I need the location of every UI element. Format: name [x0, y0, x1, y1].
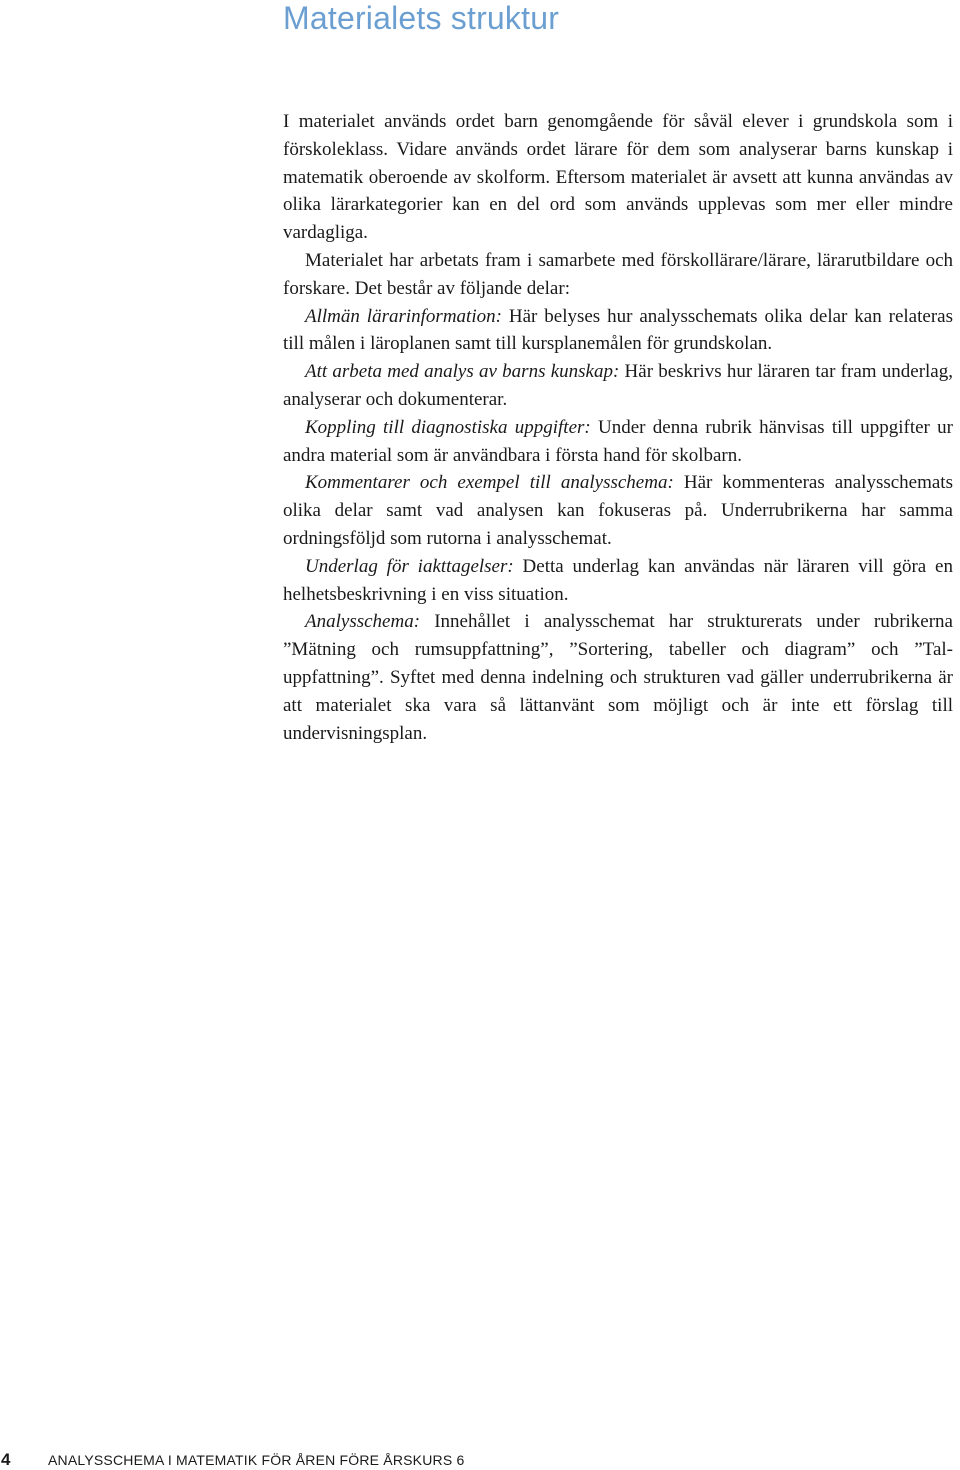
part-text: Detta underlag kan användas när läraren vill göra en helhetsbeskrivning i en viss situation.: [283, 555, 953, 605]
part-text: Här beskrivs hur läraren tar fram underlag, analyserar och dokumenterar.: [283, 361, 953, 410]
part-general-info: [283, 303, 953, 359]
part-comments-examples: [283, 469, 953, 552]
part-lead: Kommentarer och exempel till analysschema:: [305, 472, 674, 494]
paragraph-parts-intro: [283, 247, 953, 303]
part-analysis-schema: [283, 608, 953, 747]
paragraph-text: I materialet används ordet barn genomgående för såväl elever i grundskola som i förskoleklass. Vidare används ordet lärare för dem som analyserar barns kunskap i matematik oberoende av skolform. Eftersom materialet är avsett att kunna användas av olika lärarkategorier kan en del ord som används upplevas som mer eller mindre vardagliga.: [283, 111, 953, 244]
part-lead: Allmän lärarinformation:: [305, 305, 502, 327]
part-lead: Analysschema:: [305, 611, 421, 633]
paragraph-text: Materialet har arbetats fram i samarbete med förskollärare/lärare, lärarutbildare och forskare. Det består av följande delar:: [283, 249, 953, 299]
part-text: Under denna rubrik hänvisas till uppgifter ur andra material som är användbara i första hand för skolbarn.: [283, 416, 953, 466]
part-text: Här belyses hur analysschemats olika delar kan relateras till målen i läroplanen samt till kursplanemålen för grundskolan.: [283, 305, 953, 355]
running-head: ANALYSSCHEMA I MATEMATIK FÖR ÅREN FÖRE ÅRSKURS 6: [48, 1452, 465, 1468]
page-number: 4: [1, 1450, 11, 1469]
paragraph-intro: [283, 108, 953, 247]
part-text: Här kommenteras analysschemats olika delar samt vad analysen kan fokuseras på. Underrubrikerna har samma ordningsföljd som rutorna i analysschemat.: [283, 472, 953, 549]
page-title: Materialets struktur: [283, 0, 560, 36]
part-lead: Att arbeta med analys av barns kunskap:: [305, 361, 620, 383]
part-lead: Underlag för iakttagelser:: [305, 555, 514, 577]
part-lead: Koppling till diagnostiska uppgifter:: [305, 416, 591, 438]
part-observation-basis: [283, 553, 953, 609]
part-working-with-analysis: [283, 358, 953, 414]
part-text: Innehållet i analysschemat har strukturerats under rubrikerna ”Mätning och rumsuppfattning”, ”Sortering, tabeller och diagram” och ”Taluppfattning”. Syftet med denna indelning och strukturen vad gäller underrubrikerna är att materialet ska vara så lättanvänt som möjligt och är inte ett förslag till undervisningsplan.: [283, 611, 953, 744]
body-text: [283, 108, 953, 747]
part-diagnostic-tasks: [283, 414, 953, 470]
